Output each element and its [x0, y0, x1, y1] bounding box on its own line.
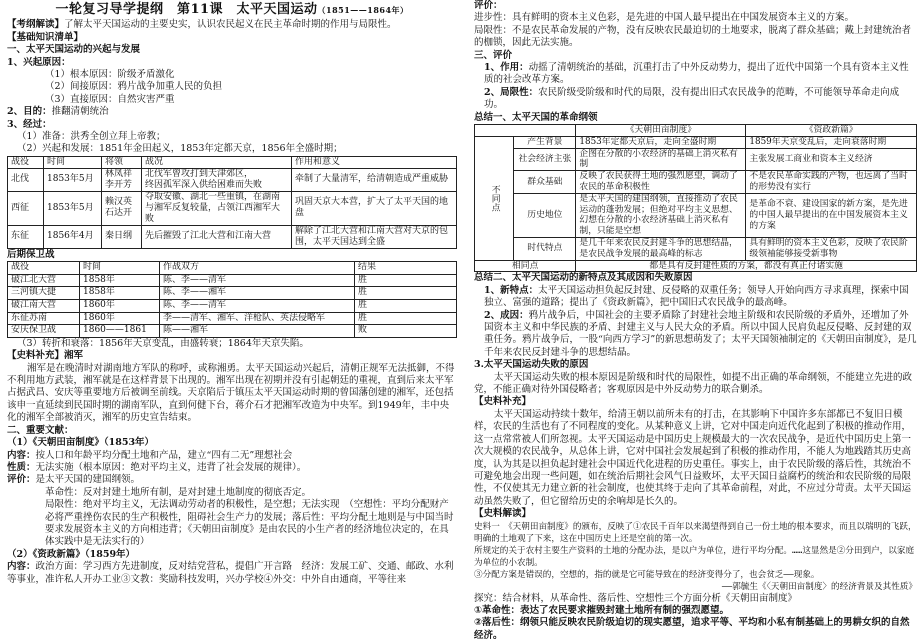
table-cell: 陈——湘军 [160, 325, 355, 338]
table-cell: 巩固天京大本营，扩大了太平天国的地盘 [292, 191, 457, 225]
table-row [8, 191, 457, 225]
th-sides: 作战双方 [160, 262, 355, 275]
table-cell: 1860年 [80, 300, 160, 313]
table-row [475, 238, 917, 261]
table-cell: 解除了江北大营和江南大营对天京的包围，太平天国达到全盛 [292, 225, 457, 248]
process-decline: （3）转折和衰落：1856年天京变乱，由盛转衰；1864年天京失陷。 [17, 337, 309, 349]
supplement-title: 湘军 [64, 350, 84, 362]
table-cell: 1859年天京变乱后，走向衰落时期 [746, 136, 917, 148]
th-zizheng: 《资政新篇》 [746, 125, 917, 137]
role-label: 1、作用： [484, 62, 529, 74]
table-cell: 胜 [355, 274, 457, 287]
table-cell: 1853年5月 [44, 191, 102, 225]
table-cell: 是几千年来农民反封建斗争的思想结晶，是农民战争发展的最高峰的标志 [576, 238, 746, 261]
table-row [8, 300, 457, 313]
table-row [475, 148, 917, 171]
table-cell: 陈、李——清军 [160, 274, 355, 287]
answer-1: ①革命性：表达了农民要求摧毁封建土地所有制的强烈愿望。 [474, 604, 730, 616]
table-cell: 夺取安徽、湖北一些重镇，在湖南 与湘军反复较量，占领江西湘军大败 [142, 191, 292, 225]
th-significance: 作用和意义 [292, 156, 457, 168]
table-cell: 西征 [8, 191, 44, 225]
table-cell: 1853年5月 [44, 168, 102, 191]
table-cell: 1860年 [80, 312, 160, 325]
table-cell: 先后摧毁了江北大营和江南大营 [142, 225, 292, 248]
purpose-text: 推翻清朝统治 [51, 106, 109, 118]
cause-direct: （3）直接原因：自然灾害严重 [45, 93, 175, 105]
new-feature-label: 1、新特点： [484, 284, 539, 296]
formation-cause-text: 鸦片战争后，中国社会的主要矛盾除了封建社会地主阶级和农民阶级的矛盾外，还增加了外国资本主义和中华民族的矛盾、封建主义与人民大众的矛盾。所以中国人民肩负起反侵略、反封建的双重任务。鸦片战争后，一股“向西方学习”的新思想萌发了；太平天国领袖制定的《天朝田亩制度》，是几千年来农民反封建斗争的思想结晶。 [484, 309, 917, 358]
table-cell: 破江北大营 [8, 274, 80, 287]
table-cell: 1860——1861 [80, 325, 160, 338]
campaign-table [7, 156, 457, 249]
table-cell: 反映了农民获得土地的强烈愿望，调动了农民的革命积极性 [576, 171, 746, 194]
table-cell: 1853年定都天京后，走向全盛时期 [576, 136, 746, 148]
process-prep: （1）准备：洪秀全创立拜上帝教； [17, 131, 166, 143]
doc2-heading: （2）《资政新篇》（1859年） [7, 548, 136, 560]
limit-text: 农民阶级受阶级和时代的局限，没有提出旧式农民战争的范畴，不可能领导革命走向成功。 [484, 86, 900, 111]
table-cell: 群众基础 [514, 171, 576, 194]
failure-heading: 3.太平天国运动失败的原因 [474, 359, 589, 371]
right-column [474, 0, 917, 642]
table-cell: 东征苏南 [8, 312, 80, 325]
th-tianchao: 《天朝田亩制度》 [576, 125, 746, 137]
table-cell: 产生背景 [514, 136, 576, 148]
process-rise: （2）兴起和发展：1851年金田起义，1853年定都天京，1856年全盛时期； [17, 143, 343, 155]
table-row [8, 274, 457, 287]
limit-line [474, 87, 917, 112]
th-time: 时间 [44, 156, 102, 168]
table-row [475, 171, 917, 194]
table-cell: 历史地位 [514, 193, 576, 237]
new-feature-text: 太平天国运动担负起反封建、反侵略的双重任务；领导人开始向西方寻求真理，探索中国独立、富强的道路；提出了《资政新篇》，把中国旧式农民战争的最高峰。 [484, 284, 909, 309]
supplement-2-label: 【史料补充】 [474, 396, 532, 408]
doc1-heading: （1）《天朝田亩制度》（1853年） [7, 437, 155, 449]
role-line [474, 62, 917, 87]
table-cell: 秦日纲 [102, 225, 142, 248]
section-2-heading: 二、重要文献： [7, 424, 74, 436]
source-quote-3: ③分配方案是错误的，空想的，指的就是它可能导致在的经济变得分了，也会贫乏——现象。 [474, 569, 820, 580]
supplement-2-text: 太平天国运动持续十数年，给清王朝以前所未有的打击，在其影响下中国许多东部都已不复旧日模样，农民的生活也有了不同程度的变化。从某种意义上讲，它对中国走向近代化起到了积极的推动作用，这一点常常被人们所忽视。太平天国运动是中国历史上规模最大的一次农民战争，是近代中国历史上第一次大规模的农民战争，从总体上讲，它对中国社会发展起到了积极的推动作用，不能人为地践踏其历史高度，认为其是以担负起封建社会中国近代化进程的历史重任。事实上，由于农民阶级的落后性，其统治不可避免地会出现一些问题，如在统治后期社会风气日益败坏，太平天国日益腐朽的统治和农民阶级的局限性，不仅使其无力建立新的社会制度，也使其终于走向了其革命前程，对此，不应过分苛责。太平天国运动虽然失败了，但它留给历史的余响却是长久的。 [474, 408, 912, 507]
purpose-label: 2、目的： [7, 106, 52, 118]
doc2-content [7, 561, 457, 586]
program-compare-table [474, 124, 917, 272]
table-cell: 时代特点 [514, 238, 576, 261]
table-cell: 胜 [355, 300, 457, 313]
same-text: 都是具有反封建性质的方案，都没有真正付诸实施 [576, 260, 917, 272]
table-cell: 林凤祥 李开芳 [102, 168, 142, 191]
cause-indirect: （2）间接原因：鸦片战争加重人民的负担 [45, 81, 223, 93]
th-time: 时间 [80, 262, 160, 275]
doc1-nature-text: 无法实施（根本原因：绝对平均主义，违背了社会发展的规律）。 [35, 461, 307, 473]
supplement-text: 湘军是在晚清时对湖南地方军队的称呼，或称湘勇。太平天国运动兴起后，清朝正规军无法抵御，不得不利用地方武装，湘军就是在这样背景下出现的。湘军出现在初期并没有引起朝廷的重视，直到后来太平军占据武昌、安庆等重要地方后被调至前线。天京陷后于镇压太平天国运动时期的曾国藩创建的湘军，还包括该申一直延续到民国时期的湖南军队，直到何健下台，蒋介石才把湘军改造为中央军。到1949年，丰中央化的湘军全部被消灭，湘军的历史宣告结束。 [7, 362, 455, 424]
section-3-heading: 三、评价 [474, 49, 513, 61]
th-general: 将领 [102, 156, 142, 168]
table-row [475, 260, 917, 272]
left-column [7, 0, 457, 586]
later-defense-label: 后期保卫战 [7, 248, 55, 260]
table-header-row [475, 125, 917, 137]
table-cell: 北伐军曾攻打到天津郊区， 终因孤军深入供给困难而失败 [142, 168, 292, 191]
table-row [8, 312, 457, 325]
supplement-label: 【史料补充】 [7, 350, 65, 362]
purpose-line [7, 106, 457, 118]
title-years: （1851——1864年） [317, 5, 409, 15]
formation-cause-label: 2、成因： [484, 309, 529, 321]
limit-label: 2、局限性： [484, 86, 539, 98]
table-cell: 安庆保卫战 [8, 325, 80, 338]
new-feature [474, 285, 917, 310]
doc1-eval [7, 474, 457, 486]
th-situation: 战况 [142, 156, 292, 168]
table-header-row [8, 156, 457, 168]
basic-label: 【基础知识清单】 [7, 31, 84, 43]
table-cell: 陈、李——湘军 [160, 287, 355, 300]
table-cell: 是革命不衰、建设国家的新方案，是先进的中国人最早提出的在中国发展资本主义的方案 [746, 193, 917, 237]
source-quote-1: 史料一 《天朝田亩制度》的颁布，反映了①农民千百年以来渴望得到自己一份土地的根本要求，而且以瑞明的飞跃，明确的土地观了下来，这在中国历史上还是空前的第一次。 [474, 521, 917, 544]
table-cell: 东征 [8, 225, 44, 248]
table-cell: 陈、李——清军 [160, 300, 355, 313]
summary-1-heading: 总结一、太平天国的革命纲领 [474, 111, 598, 123]
table-cell: 北伐 [8, 168, 44, 191]
answer-2: ②落后性：纲领只能反映农民阶级迫切的现实愿望，追求平等、平均和小私有制基础上的男耕女织的自然经济。 [474, 617, 910, 641]
group-different: 不同点 [475, 136, 514, 260]
table-header-row [8, 262, 457, 275]
explore-question: 探究：结合材料，从革命性、落后性、空想性三个方面分析《天朝田亩制度》 [474, 592, 798, 604]
doc1-content [7, 450, 457, 462]
table-cell: 社会经济主张 [514, 148, 576, 171]
table-cell: 破江南大营 [8, 300, 80, 313]
doc2-content-text: 政治方面：学习西方先进制度，反对结党营私，提倡广开言路 经济：发展工矿、交通、邮政、水利等事业，准许私人开办工业③文教：奖励科技发明，兴办学校④外交：中外自由通商，平等往来 [7, 561, 454, 585]
source-quote-2: 所规定的关于农村主要生产资料的土地的分配办法，是以户为单位，进行平均分配。……这显然是②分田到户，以家庭为单位的小农制。 [474, 545, 915, 568]
th-campaign: 战役 [8, 156, 44, 168]
table-row [8, 287, 457, 300]
table-row [8, 168, 457, 191]
cause-heading: 1、兴起原因： [7, 56, 71, 68]
doc2-limit: 局限性：不是农民革命发展的产物，没有反映农民最迫切的土地要求，脱离了群众基础；戴上封建统治者的枷锁，因此无法实施。 [474, 24, 912, 49]
table-corner [475, 125, 576, 137]
cause-root: （1）根本原因：阶级矛盾激化 [45, 69, 175, 81]
section-1-heading: 一、太平天国运动的兴起与发展 [7, 44, 141, 56]
doc1-content-label: 内容： [7, 449, 36, 461]
doc1-eval-text: 是太平天国的建国纲领。 [35, 474, 141, 486]
table-cell: 具有鲜明的资本主义色彩，反映了农民阶级领袖能够接受新事物 [746, 238, 917, 261]
doc1-limitation: 局限性：绝对平均主义，无法调动劳动者的积极性，是空想；无法实现 （空想性：平均分配财产必将严重挫伤农民的生产积极性，阻碍社会生产力的发展；落后性：平均分配土地则是与中国当时要求发展资本主义的方向相违背；《天朝田亩制度》是由农民的小生产者的经济地位决定的，在具体实践中是无法实行的） [45, 499, 454, 548]
table-cell: 1858年 [80, 287, 160, 300]
table-cell: 不是农民革命实践的产物，也远离了当时的形势没有实行 [746, 171, 917, 194]
th-campaign: 战役 [8, 262, 80, 275]
table-cell: 牵制了大量清军，给清朝造成严重威胁 [292, 168, 457, 191]
formation-cause [474, 310, 917, 360]
table-cell: 败 [355, 325, 457, 338]
th-result: 结果 [355, 262, 457, 275]
table-cell: 李——清军、湘军、洋枪队、英法侵略军 [160, 312, 355, 325]
doc1-nature-label: 性质： [7, 461, 36, 473]
source-citation: ——郭毓生《〈天朝田亩制度〉的经济背景及其性质》 [721, 581, 917, 592]
page-title [7, 4, 457, 16]
table-cell: 三河镇大捷 [8, 287, 80, 300]
exam-label: 【考纲解读】 [7, 19, 65, 31]
table-cell: 赖汉英 石达开 [102, 191, 142, 225]
table-cell: 是太平天国的建国纲领，直接推动了农民运动的蓬勃发展；但绝对平均主义思想、幻想在分散的小农经济基础上消灭私有制，只能是空想 [576, 193, 746, 237]
failure-text: 太平天国运动失败的根本原因是阶级和时代的局限性，如提不出正确的革命纲领，不能建立先进的政党，不能正确对待外国侵略者；客观原因是中外反动势力的联合剿杀。 [474, 371, 913, 396]
role-text: 动摇了清朝统治的基础，沉重打击了中外反动势力，提出了近代中国第一个具有资本主义性质的社会改革方案。 [484, 62, 909, 86]
table-row [8, 325, 457, 338]
table-row [475, 193, 917, 237]
doc1-eval-label: 评价： [7, 474, 36, 486]
table-cell: 企图在分散的小农经济的基础上消灭私有制 [576, 148, 746, 171]
doc2-progress: 进步性：具有鲜明的资本主义色彩，是先进的中国人最早提出在中国发展资本主义的方案。 [474, 12, 855, 24]
process-heading: 3、经过： [7, 118, 52, 130]
table-cell: 胜 [355, 287, 457, 300]
table-row [475, 136, 917, 148]
title-text: 一轮复习导学提纲 第11课 太平天国运动 [55, 2, 318, 17]
summary-2-heading: 总结二、太平天国运动的新特点及其成因和失败原因 [474, 272, 693, 284]
supplement-heading [7, 350, 457, 362]
interpretation-label: 【史料解读】 [474, 508, 532, 520]
table-cell: 1858年 [80, 274, 160, 287]
doc2-eval-label: 评价： [474, 0, 503, 11]
table-row [8, 225, 457, 248]
group-same: 相同点 [475, 260, 576, 272]
doc2-content-label: 内容： [7, 561, 36, 573]
doc1-content-text: 按人口和年龄平均分配土地和产品，建立“四有二无”理想社会 [35, 449, 293, 461]
doc1-revolutionary: 革命性：反对封建土地所有制，是对封建土地制度的彻底否定。 [45, 486, 312, 498]
table-cell: 1856年4月 [44, 225, 102, 248]
table-cell: 胜 [355, 312, 457, 325]
exam-outline [7, 19, 457, 31]
table-cell: 主张发展工商业和资本主义经济 [746, 148, 917, 171]
doc1-nature [7, 462, 457, 474]
defense-table [7, 261, 457, 338]
exam-text: 了解太平天国运动的主要史实，认识农民起义在民主革命时期的作用与局限性。 [64, 19, 397, 31]
